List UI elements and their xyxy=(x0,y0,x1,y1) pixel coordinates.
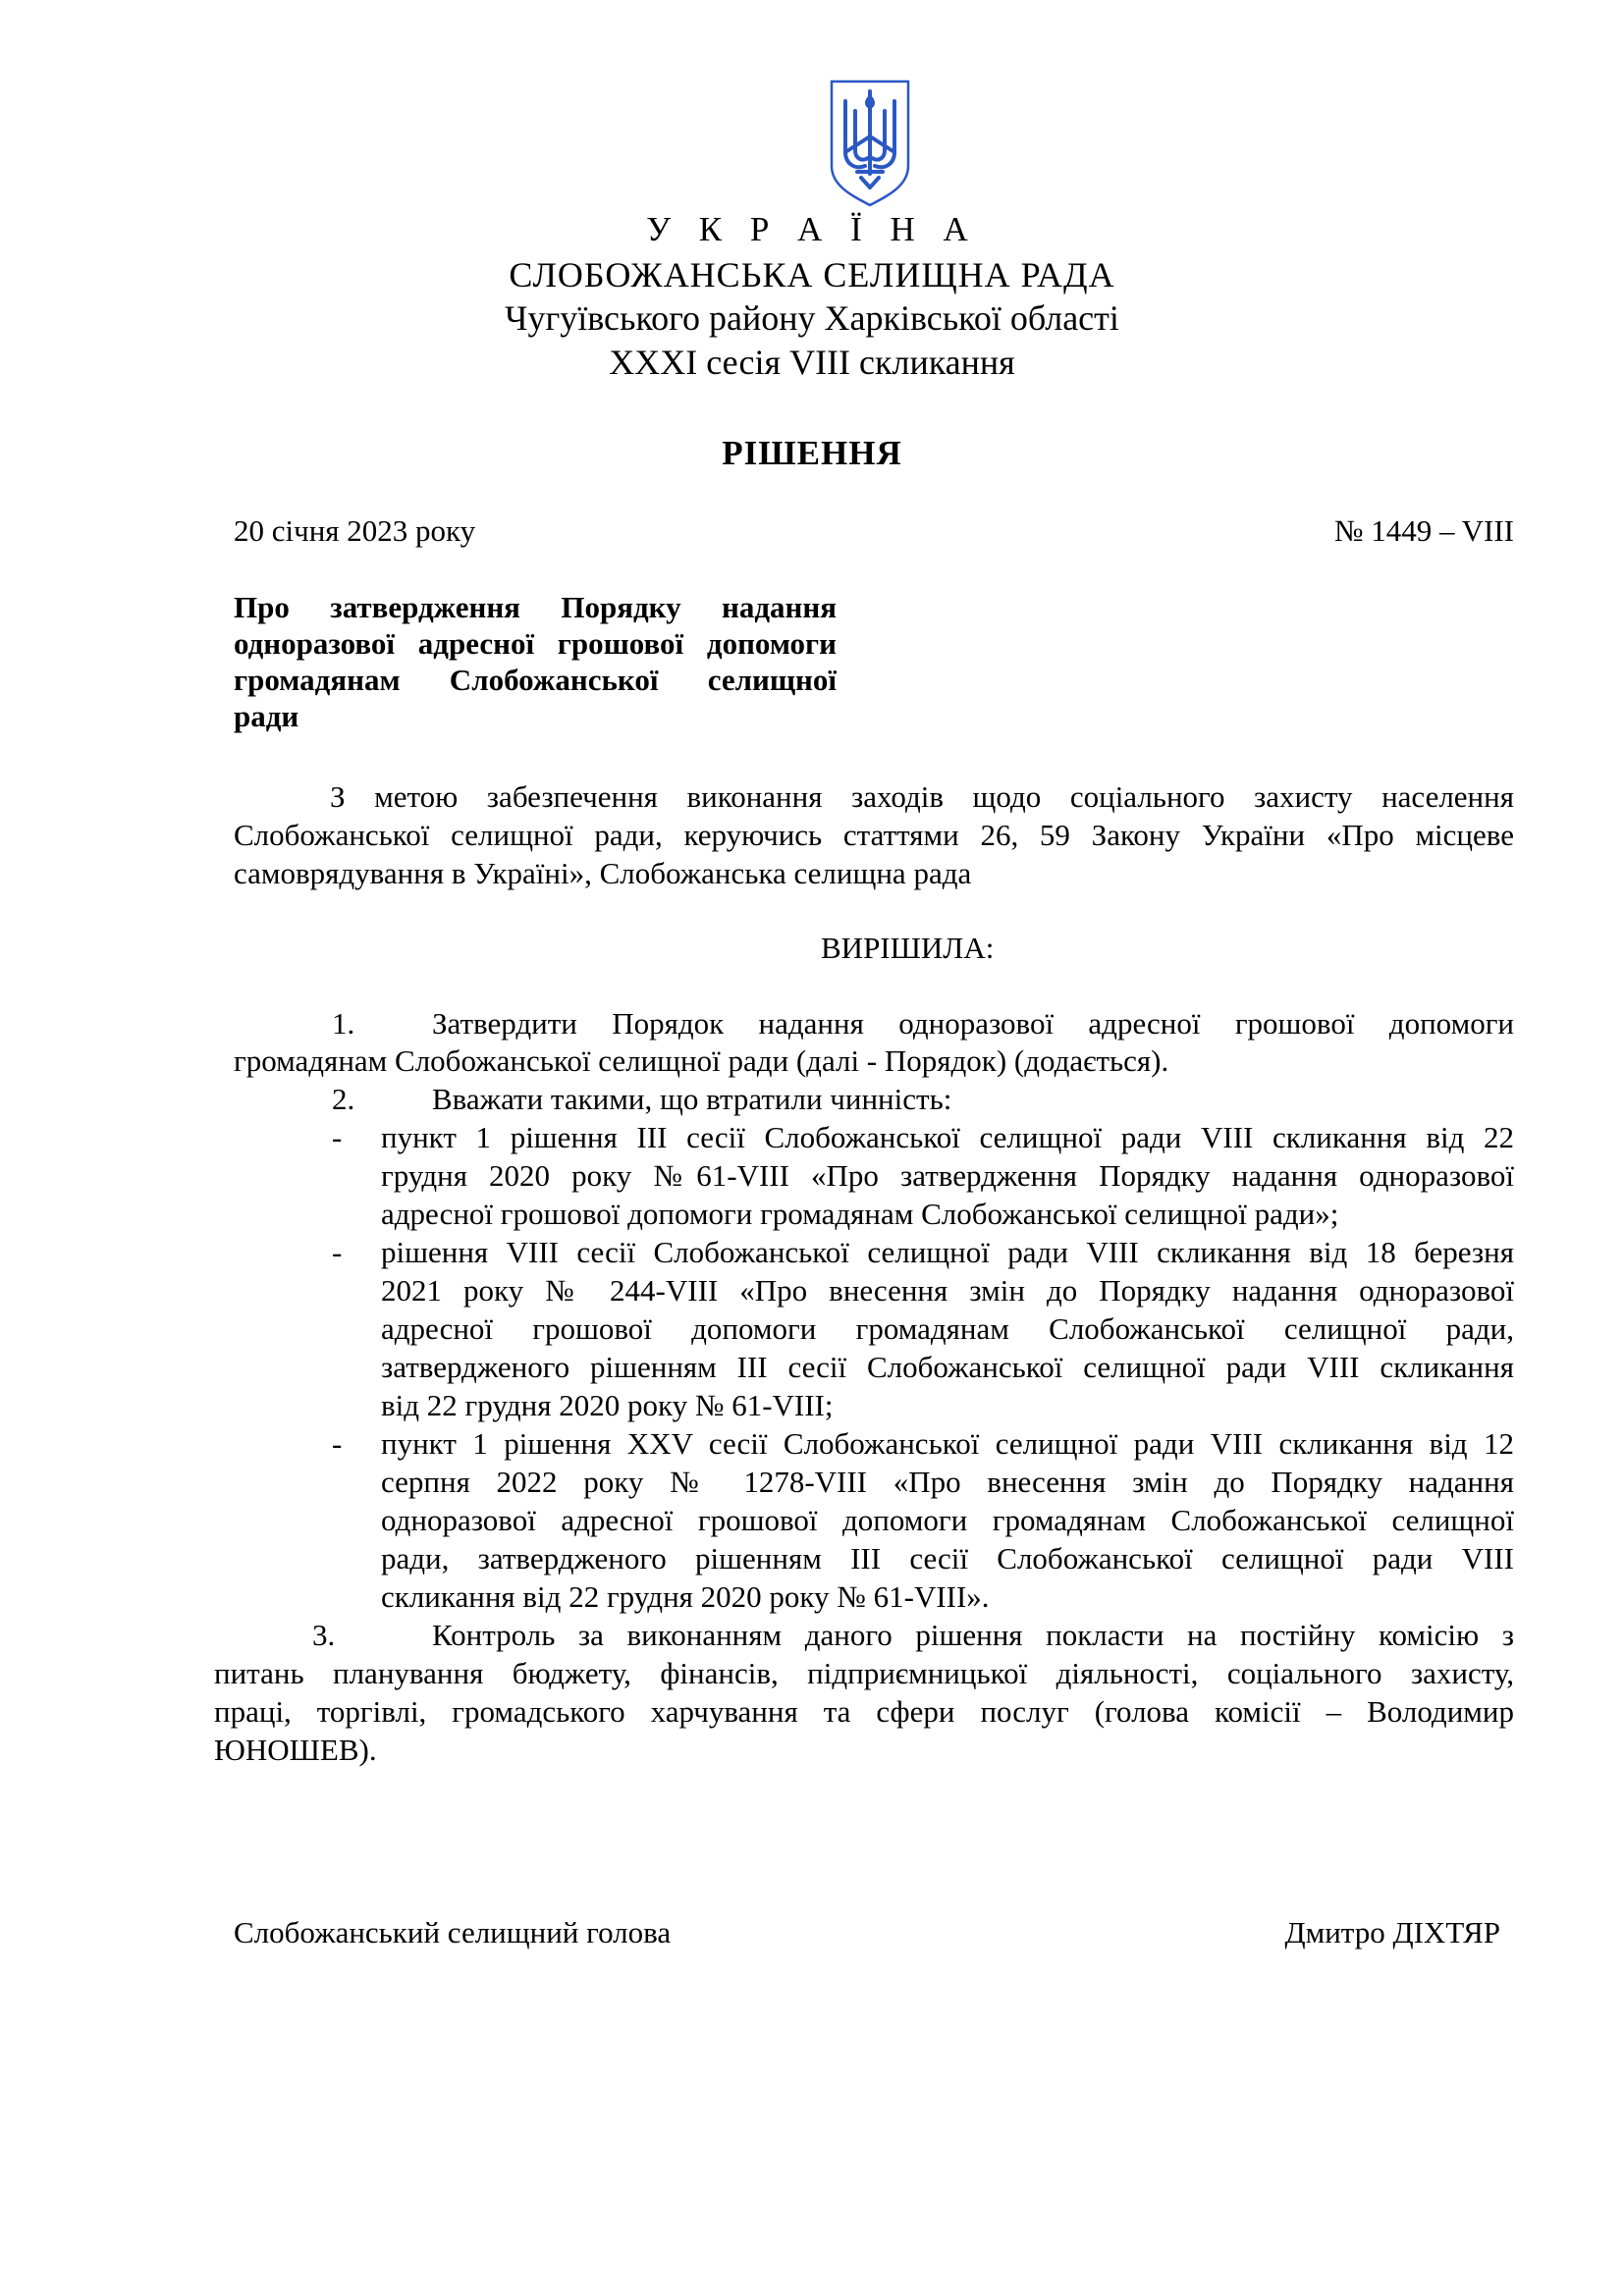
bullet-line: одноразової адресної грошової допомоги громадянам Слобожанської селищної xyxy=(381,1503,1514,1537)
header-council: СЛОБОЖАНСЬКА СЕЛИЩНА РАДА xyxy=(509,255,1115,294)
decision-date: 20 січня 2023 року xyxy=(234,513,476,548)
item-number: 3. xyxy=(312,1618,336,1652)
bullet-marker: - xyxy=(332,1120,343,1154)
bullet-line: рішення VIII сесії Слобожанської селищної ради VIII скликання від 18 березня xyxy=(381,1235,1514,1269)
item-number: 2. xyxy=(332,1082,355,1116)
bullet-line: ради, затвердженого рішенням ІІІ сесії Слобожанської селищної ради VIII xyxy=(381,1541,1514,1575)
bullet-line: пункт 1 рішення ІІІ сесії Слобожанської селищної ради VIII скликання від 22 xyxy=(381,1120,1514,1154)
subject-line: Про затвердження Порядку надання xyxy=(234,590,837,624)
header-session: XXXI сесія VIII скликання xyxy=(609,343,1015,382)
preamble-line: Слобожанської селищної ради, керуючись статтями 26, 59 Закону України «Про місцеве xyxy=(234,818,1514,852)
document-type: РІШЕННЯ xyxy=(722,434,902,472)
resolved-heading: ВИРІШИЛА: xyxy=(821,931,995,965)
header-country: У К Р А Ї Н А xyxy=(646,210,978,248)
bullet-line: серпня 2022 року № 1278-VIII «Про внесення змін до Порядку надання xyxy=(381,1465,1514,1499)
header-district: Чугуївського району Харківської області xyxy=(505,298,1119,338)
item-text-line: Вважати такими, що втратили чинність: xyxy=(432,1082,952,1116)
subject-line: одноразової адресної грошової допомоги xyxy=(234,626,837,661)
item-text-line: праці, торгівлі, громадського харчування та сфери послуг (голова комісії – Володимир xyxy=(214,1694,1514,1729)
subject-line: ради xyxy=(234,699,299,733)
bullet-line: 2021 року № 244-VIII «Про внесення змін до Порядку надання одноразової xyxy=(381,1273,1514,1308)
bullet-line: затвердженого рішенням ІІІ сесії Слобожанської селищної ради VIII скликання xyxy=(381,1350,1514,1384)
bullet-line: пункт 1 рішення XXV сесії Слобожанської селищної ради VIII скликання від 12 xyxy=(381,1426,1514,1461)
decision-number: № 1449 – VIII xyxy=(1333,513,1514,548)
signatory-position: Слобожанський селищний голова xyxy=(234,1915,672,1949)
ukraine-coat-of-arms-icon xyxy=(826,74,914,209)
bullet-line: від 22 грудня 2020 року № 61-VIII; xyxy=(381,1388,834,1422)
bullet-marker: - xyxy=(332,1235,343,1269)
item-text-line: громадянам Слобожанської селищної ради (далі - Порядок) (додається). xyxy=(234,1043,1169,1078)
bullet-line: скликання від 22 грудня 2020 року № 61-VIII». xyxy=(381,1579,990,1614)
preamble-line: самоврядування в Україні», Слобожанська селищна рада xyxy=(234,856,972,890)
bullet-line: грудня 2020 року №61-VIII «Про затвердження Порядку надання одноразової xyxy=(381,1158,1514,1193)
preamble-line: З метою забезпечення виконання заходів щодо соціального захисту населення xyxy=(330,779,1514,814)
signatory-name: Дмитро ДІХТЯР xyxy=(1284,1915,1500,1949)
item-text-line: ЮНОШЕВ). xyxy=(214,1733,377,1767)
bullet-line: адресної грошової допомоги громадянам Слобожанської селищної ради, xyxy=(381,1311,1514,1346)
item-number: 1. xyxy=(332,1006,355,1041)
subject-line: громадянам Слобожанської селищної xyxy=(234,663,837,697)
bullet-line: адресної грошової допомоги громадянам Слобожанської селищної ради»; xyxy=(381,1197,1339,1231)
item-text-line: питань планування бюджету, фінансів, підприємницької діяльності, соціального захисту, xyxy=(214,1656,1514,1690)
bullet-marker: - xyxy=(332,1426,343,1461)
item-text-line: Контроль за виконанням даного рішення покласти на постійну комісію з xyxy=(432,1618,1514,1652)
item-text-line: Затвердити Порядок надання одноразової адресної грошової допомоги xyxy=(432,1006,1514,1041)
